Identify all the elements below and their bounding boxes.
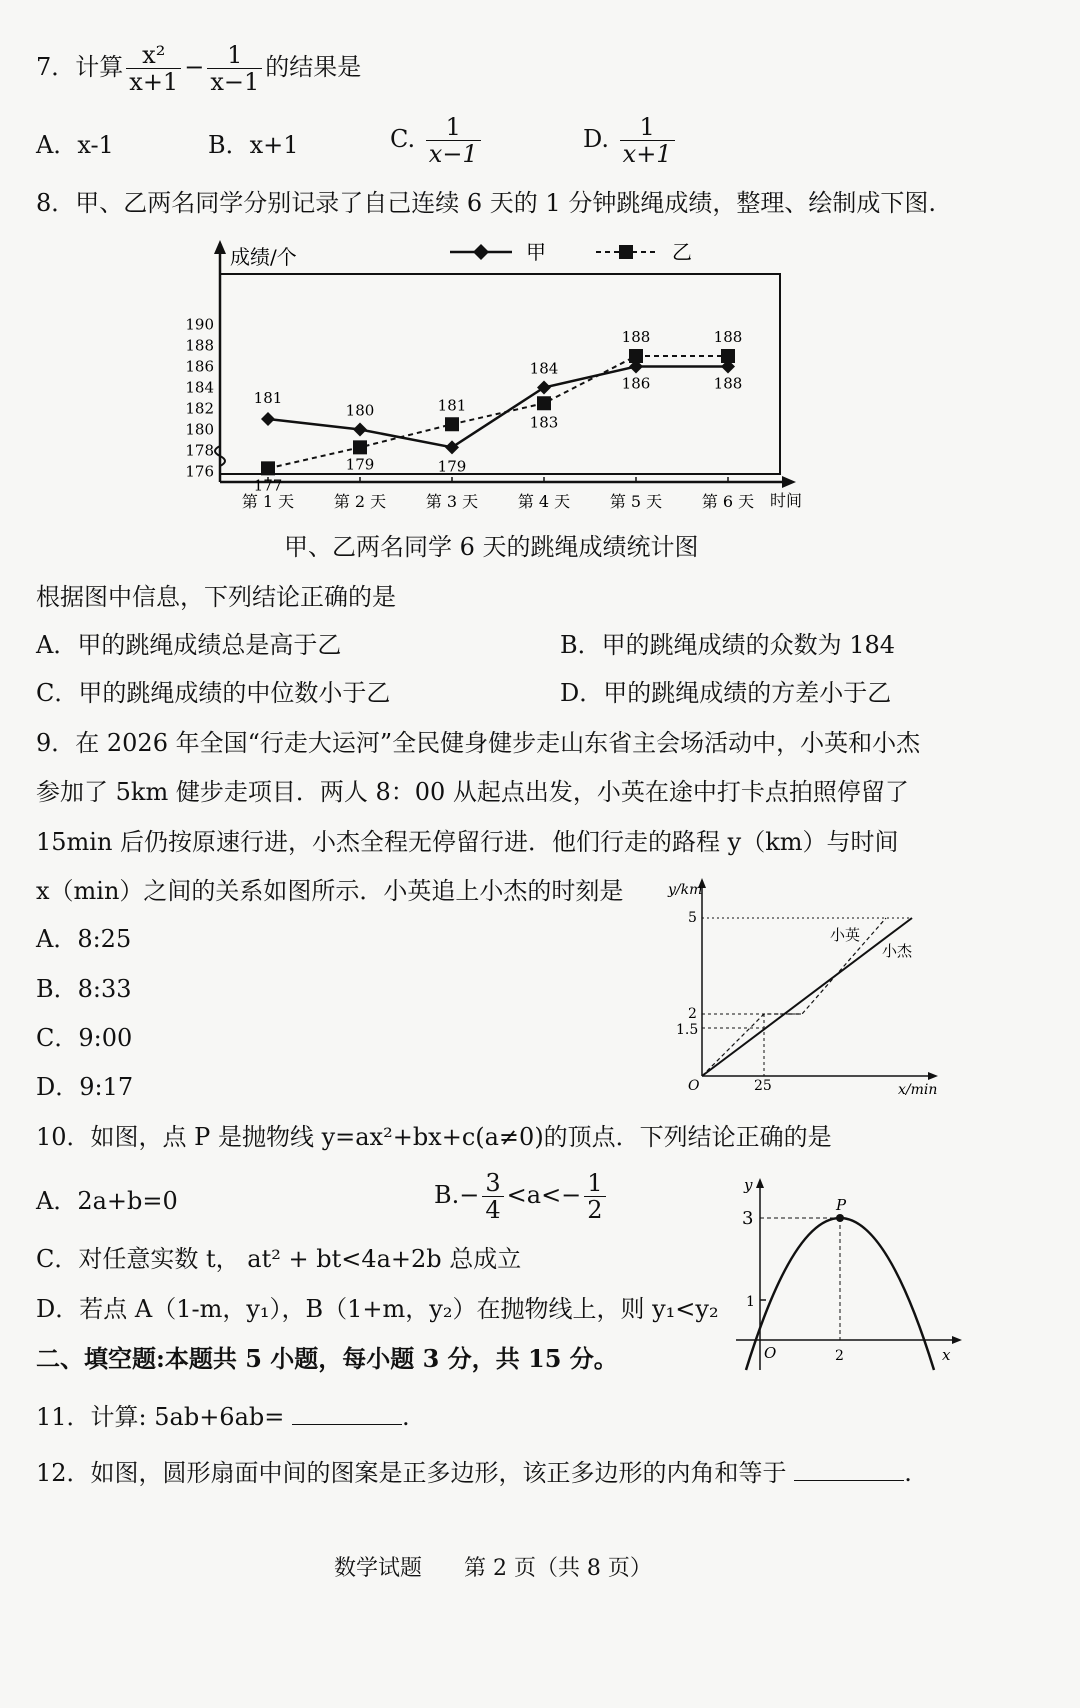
q10-origin: O (764, 1344, 777, 1362)
data-label: 179 (345, 455, 375, 474)
q10-option-c: C．对任意实数 t， at² + bt<4a+2b 总成立 (36, 1245, 522, 1273)
q10-stem: 10．如图，点 P 是抛物线 y=ax²+bx+c(a≠0)的顶点．下列结论正确的是 (36, 1123, 832, 1151)
data-point-yi (445, 417, 459, 431)
q10-x-label: x (942, 1346, 951, 1364)
q11: 11．计算: 5ab+6ab= . (36, 1403, 410, 1431)
q10-tick-1: 1 (746, 1294, 755, 1310)
y-tick-label: 180 (185, 420, 214, 439)
data-label: 188 (713, 328, 743, 346)
data-label: 188 (713, 374, 743, 393)
q7-number: 7． (36, 53, 76, 81)
data-label: 188 (621, 328, 651, 346)
q7-option-c: C. $\frac{1}{x-1}$ (390, 114, 484, 167)
jump-rope-line-chart (180, 232, 820, 522)
q10-x-arrow (952, 1336, 962, 1344)
data-label: 179 (437, 457, 467, 476)
q10-y-arrow (756, 1178, 764, 1188)
q7-option-a: A．x-1 (36, 131, 114, 159)
q9-line-2: 参加了 5km 健步走项目．两人 8：00 从起点出发，小英在途中打卡点拍照停留了 (36, 778, 909, 806)
q8-stem: 8．甲、乙两名同学分别记录了自己连续 6 天的 1 分钟跳绳成绩，整理、绘制成下图. (36, 189, 936, 217)
q8-chart-caption: 甲、乙两名同学 6 天的跳绳成绩统计图 (284, 533, 699, 561)
data-label: 177 (253, 476, 283, 495)
data-label: 181 (437, 396, 467, 415)
x-tick-label: 第 6 天 (701, 492, 755, 511)
q10-tick-3: 3 (742, 1208, 754, 1229)
data-label: 180 (345, 401, 375, 420)
q8-option-a: A．甲的跳绳成绩总是高于乙 (36, 631, 342, 659)
q9-tick-5: 5 (688, 910, 697, 926)
y-tick-label: 176 (185, 462, 214, 481)
q9-label-xiaojie: 小杰 (882, 942, 913, 960)
data-point-jia (353, 423, 367, 437)
q7-text: 计算 (75, 53, 124, 81)
q9-option-a: A．8:25 (36, 925, 132, 953)
q9-line-4: x（min）之间的关系如图所示．小英追上小杰的时刻是 (36, 877, 624, 905)
x-tick-label: 第 2 天 (333, 492, 387, 511)
data-point-jia (445, 440, 459, 454)
q10-vertex-point (836, 1214, 844, 1222)
q9-line-xiaojie (702, 918, 912, 1076)
q8-option-b: B．甲的跳绳成绩的众数为 184 (560, 631, 896, 659)
q12: 12．如图，圆形扇面中间的图案是正多边形，该正多边形的内角和等于 . (36, 1459, 912, 1487)
q9-line-3: 15min 后仍按原速行进，小杰全程无停留行进．他们行走的路程 y（km）与时间 (36, 828, 899, 856)
x-axis-label: 时间 (770, 491, 803, 510)
data-label: 183 (529, 413, 559, 432)
y-tick-label: 178 (185, 441, 214, 460)
data-point-yi (629, 349, 643, 363)
data-point-yi (261, 461, 275, 475)
q10-y-label: y (744, 1176, 753, 1194)
q7-fraction-1: $\frac{\text{x²}}{x+1}$ (126, 42, 181, 95)
q8-option-c: C．甲的跳绳成绩的中位数小于乙 (36, 679, 391, 707)
y-tick-label: 188 (185, 336, 214, 355)
q9-y-label: y/km (668, 882, 703, 898)
q9-tick-25: 25 (754, 1078, 772, 1094)
page-footer: 数学试题 第 2 页（共 8 页） (334, 1556, 652, 1581)
x-tick-label: 第 5 天 (609, 492, 663, 511)
q9-x-label: x/min (898, 1082, 938, 1098)
q7-option-d: D. $\frac{1}{x+1}$ (583, 114, 678, 167)
q9-tick-2: 2 (688, 1006, 697, 1022)
q9-option-c: C．9:00 (36, 1024, 133, 1052)
q11-answer-blank[interactable] (292, 1402, 402, 1425)
q9-tick-1-5: 1.5 (676, 1022, 699, 1038)
y-tick-label: 186 (185, 357, 214, 376)
y-tick-label: 190 (185, 315, 214, 334)
q10-option-d: D．若点 A（1-m，y₁），B（1+m，y₂）在抛物线上，则 y₁<y₂ (36, 1295, 719, 1323)
data-point-yi (537, 396, 551, 410)
q10-option-b: B.− $\frac{3}{4}$ <a<− $\frac{1}{2}$ (434, 1170, 609, 1223)
data-point-yi (353, 440, 367, 454)
q7-option-b: B．x+1 (208, 131, 299, 159)
data-point-jia (261, 412, 275, 426)
legend-marker-jia (473, 244, 489, 260)
legend-label-jia: 甲 (526, 240, 546, 264)
q9-line-1: 9．在 2026 年全国“行走大运河”全民健身健步走山东省主会场活动中，小英和小杰 (36, 729, 921, 757)
series-line-jia (268, 367, 728, 448)
q10-option-a: A．2a+b=0 (36, 1187, 178, 1215)
q8-question: 根据图中信息，下列结论正确的是 (36, 583, 396, 611)
x-tick-label: 第 1 天 (241, 492, 295, 511)
section-2-heading: 二、填空题:本题共 5 小题，每小题 3 分，共 15 分。 (36, 1344, 618, 1373)
x-tick-label: 第 3 天 (425, 492, 479, 511)
q10-parabola-graph (728, 1170, 968, 1380)
y-axis-label: 成绩/个 (230, 245, 297, 269)
q10-tick-2: 2 (835, 1348, 844, 1364)
data-label: 186 (621, 374, 651, 393)
data-label: 184 (529, 359, 559, 378)
q9-x-arrow (928, 1072, 938, 1080)
series-line-yi (268, 356, 728, 468)
legend-label-yi: 乙 (672, 240, 692, 264)
legend-marker-yi (619, 245, 633, 259)
q12-answer-blank[interactable] (794, 1458, 904, 1481)
q9-option-d: D．9:17 (36, 1073, 134, 1101)
q9-origin: O (688, 1078, 700, 1094)
q8-option-d: D．甲的跳绳成绩的方差小于乙 (560, 679, 892, 707)
q7-fraction-2: $\frac{1}{x-1}$ (207, 42, 262, 95)
q10-vertex-label: P (836, 1196, 847, 1214)
q9-option-b: B．8:33 (36, 975, 132, 1003)
data-point-jia (537, 381, 551, 395)
x-axis-arrow (782, 476, 796, 488)
y-tick-label: 184 (185, 378, 214, 397)
chart-frame (220, 274, 780, 474)
q9-distance-time-graph (660, 870, 950, 1100)
data-point-yi (721, 349, 735, 363)
q9-label-xiaoying: 小英 (830, 926, 861, 944)
q7-stem: 7．计算 $\frac{\text{x²}}{x+1}$ − $\frac{1}{x-1}$ 的结果是 (36, 41, 362, 96)
y-axis-arrow (214, 240, 226, 254)
y-tick-label: 182 (185, 399, 214, 418)
x-tick-label: 第 4 天 (517, 492, 571, 511)
data-label: 181 (253, 389, 283, 407)
